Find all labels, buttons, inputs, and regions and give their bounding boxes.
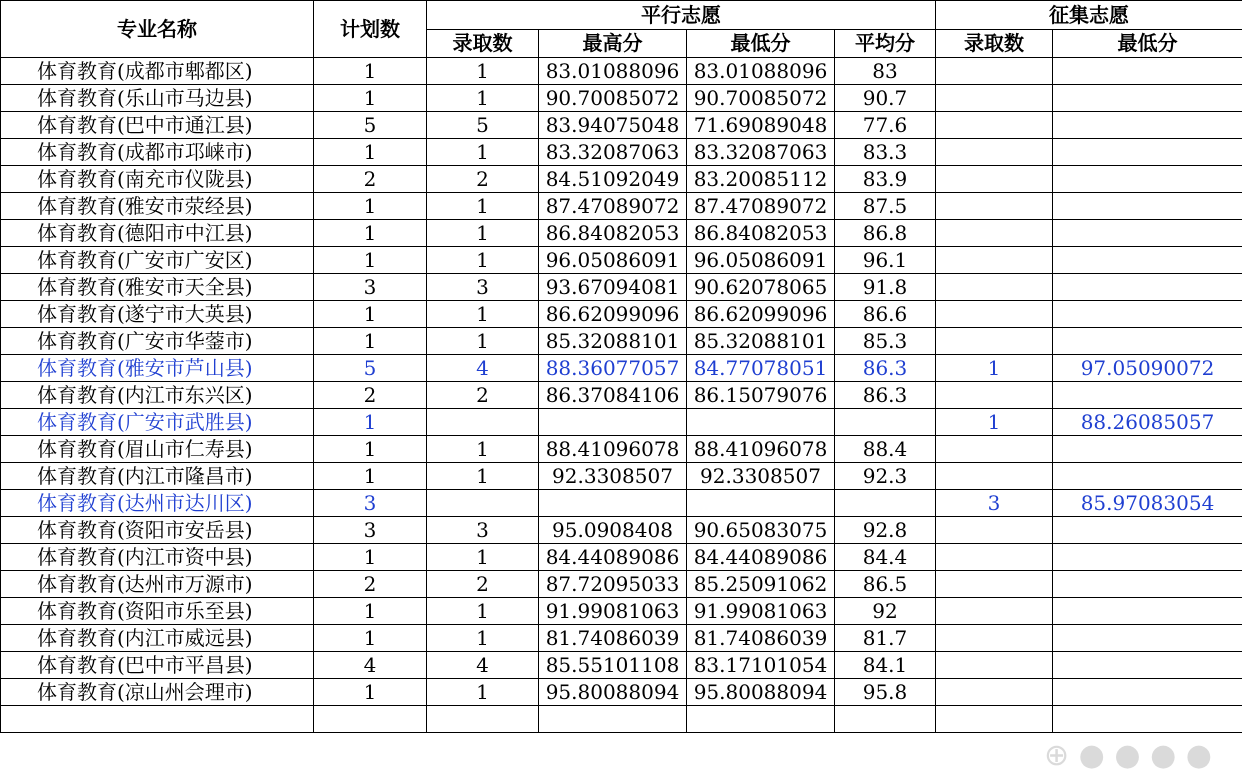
table-row — [1, 625, 1242, 652]
cell-major-name: 体育教育(雅安市荥经县) — [1, 193, 314, 220]
cell-parallel-avg: 95.8 — [835, 679, 936, 706]
cell-parallel-max: 86.37084106 — [539, 382, 687, 409]
cell-parallel-min: 85.25091062 — [687, 571, 835, 598]
cell-parallel-admit: 1 — [427, 463, 539, 490]
cell-parallel-min: 86.15079076 — [687, 382, 835, 409]
table-row — [1, 679, 1242, 706]
cell-parallel-min: 92.3308507 — [687, 463, 835, 490]
cell-parallel-min: 90.62078065 — [687, 274, 835, 301]
empty-cell — [835, 706, 936, 733]
cell-major-name: 体育教育(成都市郫都区) — [1, 58, 314, 85]
cell-parallel-min: 87.47089072 — [687, 193, 835, 220]
cell-major-name: 体育教育(内江市隆昌市) — [1, 463, 314, 490]
header-collect: 征集志愿 — [936, 1, 1242, 30]
cell-collect-admit — [936, 85, 1053, 112]
cell-parallel-min: 84.77078051 — [687, 355, 835, 382]
cell-plan: 2 — [314, 166, 427, 193]
table-body — [1, 58, 1242, 733]
cell-parallel-max: 86.84082053 — [539, 220, 687, 247]
cell-parallel-min: 83.20085112 — [687, 166, 835, 193]
cell-parallel-admit: 1 — [427, 220, 539, 247]
cell-major-name: 体育教育(内江市资中县) — [1, 544, 314, 571]
cell-collect-min — [1053, 85, 1242, 112]
cell-parallel-max — [539, 490, 687, 517]
cell-parallel-admit: 3 — [427, 517, 539, 544]
cell-parallel-min: 83.17101054 — [687, 652, 835, 679]
cell-parallel-avg — [835, 490, 936, 517]
cell-plan: 3 — [314, 274, 427, 301]
cell-collect-min — [1053, 274, 1242, 301]
table-row — [1, 193, 1242, 220]
cell-parallel-admit: 5 — [427, 112, 539, 139]
cell-collect-admit — [936, 220, 1053, 247]
table-row — [1, 85, 1242, 112]
cell-parallel-avg: 88.4 — [835, 436, 936, 463]
cell-parallel-admit: 1 — [427, 328, 539, 355]
table-row — [1, 112, 1242, 139]
table-row — [1, 436, 1242, 463]
cell-collect-admit — [936, 58, 1053, 85]
cell-major-name: 体育教育(内江市东兴区) — [1, 382, 314, 409]
empty-cell — [936, 706, 1053, 733]
cell-collect-min — [1053, 598, 1242, 625]
cell-collect-admit — [936, 598, 1053, 625]
cell-parallel-max: 87.47089072 — [539, 193, 687, 220]
cell-parallel-min: 84.44089086 — [687, 544, 835, 571]
cell-major-name: 体育教育(达州市达川区) — [1, 490, 314, 517]
cell-parallel-avg: 91.8 — [835, 274, 936, 301]
cell-major-name: 体育教育(眉山市仁寿县) — [1, 436, 314, 463]
cell-major-name: 体育教育(德阳市中江县) — [1, 220, 314, 247]
table-row — [1, 274, 1242, 301]
header-parallel-max: 最高分 — [539, 30, 687, 58]
cell-collect-admit — [936, 247, 1053, 274]
cell-collect-admit — [936, 301, 1053, 328]
cell-parallel-max: 91.99081063 — [539, 598, 687, 625]
cell-collect-min — [1053, 463, 1242, 490]
cell-collect-min — [1053, 247, 1242, 274]
cell-plan: 1 — [314, 625, 427, 652]
cell-parallel-avg: 92.8 — [835, 517, 936, 544]
cell-collect-min — [1053, 58, 1242, 85]
cell-major-name: 体育教育(南充市仪陇县) — [1, 166, 314, 193]
cell-parallel-admit: 1 — [427, 247, 539, 274]
cell-parallel-avg: 86.6 — [835, 301, 936, 328]
header-plan: 计划数 — [314, 1, 427, 58]
header-parallel-admit: 录取数 — [427, 30, 539, 58]
cell-parallel-max: 83.32087063 — [539, 139, 687, 166]
cell-parallel-min: 81.74086039 — [687, 625, 835, 652]
cell-parallel-admit: 1 — [427, 625, 539, 652]
cell-collect-min — [1053, 328, 1242, 355]
cell-collect-admit — [936, 652, 1053, 679]
cell-collect-min: 88.26085057 — [1053, 409, 1242, 436]
cell-major-name: 体育教育(雅安市芦山县) — [1, 355, 314, 382]
cell-parallel-max: 84.44089086 — [539, 544, 687, 571]
cell-major-name: 体育教育(成都市邛崃市) — [1, 139, 314, 166]
empty-cell — [1, 706, 314, 733]
cell-parallel-avg: 92.3 — [835, 463, 936, 490]
cell-plan: 1 — [314, 139, 427, 166]
cell-parallel-avg: 86.5 — [835, 571, 936, 598]
header-parallel-avg: 平均分 — [835, 30, 936, 58]
table-row — [1, 652, 1242, 679]
cell-collect-min — [1053, 301, 1242, 328]
cell-parallel-avg: 83.3 — [835, 139, 936, 166]
cell-parallel-min: 95.80088094 — [687, 679, 835, 706]
cell-major-name: 体育教育(广安市广安区) — [1, 247, 314, 274]
cell-parallel-admit: 2 — [427, 166, 539, 193]
cell-plan: 1 — [314, 328, 427, 355]
empty-cell — [1053, 706, 1242, 733]
cell-parallel-avg: 84.1 — [835, 652, 936, 679]
cell-parallel-admit: 1 — [427, 139, 539, 166]
cell-parallel-min: 85.32088101 — [687, 328, 835, 355]
table-row — [1, 166, 1242, 193]
cell-collect-admit — [936, 544, 1053, 571]
cell-plan: 1 — [314, 247, 427, 274]
cell-parallel-admit — [427, 409, 539, 436]
cell-parallel-max: 95.80088094 — [539, 679, 687, 706]
cell-parallel-admit: 1 — [427, 679, 539, 706]
cell-parallel-max: 96.05086091 — [539, 247, 687, 274]
cell-parallel-avg: 83 — [835, 58, 936, 85]
table-row — [1, 517, 1242, 544]
cell-parallel-admit: 1 — [427, 544, 539, 571]
cell-parallel-min: 96.05086091 — [687, 247, 835, 274]
cell-parallel-max: 86.62099096 — [539, 301, 687, 328]
cell-collect-admit — [936, 112, 1053, 139]
cell-plan: 1 — [314, 220, 427, 247]
table-row — [1, 598, 1242, 625]
cell-parallel-admit: 1 — [427, 58, 539, 85]
cell-parallel-min: 90.65083075 — [687, 517, 835, 544]
cell-major-name: 体育教育(资阳市安岳县) — [1, 517, 314, 544]
cell-parallel-max: 83.94075048 — [539, 112, 687, 139]
cell-parallel-min — [687, 490, 835, 517]
watermark-logo: ⊕ ● ● ● ● — [1044, 738, 1212, 773]
cell-major-name: 体育教育(内江市威远县) — [1, 625, 314, 652]
cell-parallel-admit: 1 — [427, 436, 539, 463]
cell-major-name: 体育教育(乐山市马边县) — [1, 85, 314, 112]
cell-plan: 1 — [314, 58, 427, 85]
header-parallel: 平行志愿 — [427, 1, 936, 30]
cell-collect-min: 85.97083054 — [1053, 490, 1242, 517]
cell-collect-min — [1053, 544, 1242, 571]
header-collect-admit: 录取数 — [936, 30, 1053, 58]
empty-cell — [539, 706, 687, 733]
cell-collect-min — [1053, 571, 1242, 598]
cell-parallel-avg: 83.9 — [835, 166, 936, 193]
cell-collect-min — [1053, 382, 1242, 409]
cell-parallel-max: 93.67094081 — [539, 274, 687, 301]
cell-parallel-admit: 1 — [427, 598, 539, 625]
empty-cell — [687, 706, 835, 733]
cell-collect-admit — [936, 328, 1053, 355]
cell-parallel-avg — [835, 409, 936, 436]
cell-plan: 1 — [314, 301, 427, 328]
cell-parallel-avg: 90.7 — [835, 85, 936, 112]
cell-collect-admit — [936, 679, 1053, 706]
cell-parallel-admit: 4 — [427, 652, 539, 679]
cell-parallel-min: 86.62099096 — [687, 301, 835, 328]
cell-plan: 1 — [314, 436, 427, 463]
cell-parallel-avg: 81.7 — [835, 625, 936, 652]
table-row — [1, 139, 1242, 166]
cell-major-name: 体育教育(巴中市通江县) — [1, 112, 314, 139]
cell-major-name: 体育教育(雅安市天全县) — [1, 274, 314, 301]
cell-major-name: 体育教育(资阳市乐至县) — [1, 598, 314, 625]
cell-collect-min — [1053, 193, 1242, 220]
cell-parallel-avg: 96.1 — [835, 247, 936, 274]
cell-parallel-min: 90.70085072 — [687, 85, 835, 112]
cell-parallel-avg: 86.3 — [835, 355, 936, 382]
cell-parallel-max: 92.3308507 — [539, 463, 687, 490]
cell-parallel-avg: 92 — [835, 598, 936, 625]
cell-major-name: 体育教育(巴中市平昌县) — [1, 652, 314, 679]
cell-parallel-admit — [427, 490, 539, 517]
cell-plan: 1 — [314, 463, 427, 490]
cell-parallel-min: 71.69089048 — [687, 112, 835, 139]
cell-parallel-max: 85.55101108 — [539, 652, 687, 679]
cell-collect-admit: 3 — [936, 490, 1053, 517]
empty-cell — [314, 706, 427, 733]
table-row — [1, 544, 1242, 571]
cell-collect-admit — [936, 571, 1053, 598]
cell-collect-admit — [936, 382, 1053, 409]
cell-major-name: 体育教育(广安市华蓥市) — [1, 328, 314, 355]
cell-collect-admit — [936, 274, 1053, 301]
table-row — [1, 490, 1242, 517]
cell-collect-min — [1053, 112, 1242, 139]
cell-collect-admit — [936, 139, 1053, 166]
table-row — [1, 58, 1242, 85]
cell-parallel-max: 87.72095033 — [539, 571, 687, 598]
table-row — [1, 355, 1242, 382]
table-row — [1, 571, 1242, 598]
cell-parallel-max: 84.51092049 — [539, 166, 687, 193]
cell-parallel-admit: 2 — [427, 571, 539, 598]
cell-plan: 5 — [314, 112, 427, 139]
cell-collect-min — [1053, 625, 1242, 652]
cell-plan: 1 — [314, 193, 427, 220]
cell-parallel-admit: 1 — [427, 85, 539, 112]
cell-parallel-avg: 87.5 — [835, 193, 936, 220]
cell-collect-min — [1053, 436, 1242, 463]
cell-parallel-max — [539, 409, 687, 436]
cell-parallel-min: 83.32087063 — [687, 139, 835, 166]
cell-parallel-avg: 85.3 — [835, 328, 936, 355]
cell-collect-admit — [936, 625, 1053, 652]
cell-parallel-min: 88.41096078 — [687, 436, 835, 463]
cell-collect-min — [1053, 679, 1242, 706]
cell-collect-min — [1053, 166, 1242, 193]
cell-parallel-admit: 2 — [427, 382, 539, 409]
cell-parallel-avg: 84.4 — [835, 544, 936, 571]
cell-plan: 2 — [314, 382, 427, 409]
cell-plan: 1 — [314, 544, 427, 571]
cell-collect-min: 97.05090072 — [1053, 355, 1242, 382]
cell-collect-admit — [936, 166, 1053, 193]
cell-collect-min — [1053, 517, 1242, 544]
cell-parallel-admit: 1 — [427, 193, 539, 220]
table-row — [1, 247, 1242, 274]
cell-parallel-max: 95.0908408 — [539, 517, 687, 544]
cell-parallel-avg: 86.3 — [835, 382, 936, 409]
cell-plan: 1 — [314, 409, 427, 436]
cell-plan: 1 — [314, 679, 427, 706]
cell-parallel-max: 88.36077057 — [539, 355, 687, 382]
table-row — [1, 220, 1242, 247]
cell-collect-admit: 1 — [936, 355, 1053, 382]
cell-parallel-avg: 77.6 — [835, 112, 936, 139]
cell-parallel-avg: 86.8 — [835, 220, 936, 247]
header-parallel-min: 最低分 — [687, 30, 835, 58]
cell-major-name: 体育教育(广安市武胜县) — [1, 409, 314, 436]
cell-major-name: 体育教育(凉山州会理市) — [1, 679, 314, 706]
cell-collect-admit: 1 — [936, 409, 1053, 436]
cell-collect-admit — [936, 193, 1053, 220]
cell-collect-admit — [936, 517, 1053, 544]
cell-parallel-admit: 4 — [427, 355, 539, 382]
cell-major-name: 体育教育(遂宁市大英县) — [1, 301, 314, 328]
cell-parallel-max: 81.74086039 — [539, 625, 687, 652]
header-major: 专业名称 — [1, 1, 314, 58]
cell-plan: 3 — [314, 490, 427, 517]
cell-parallel-admit: 3 — [427, 274, 539, 301]
cell-major-name: 体育教育(达州市万源市) — [1, 571, 314, 598]
table-row — [1, 409, 1242, 436]
cell-plan: 3 — [314, 517, 427, 544]
cell-collect-admit — [936, 436, 1053, 463]
cell-parallel-min: 86.84082053 — [687, 220, 835, 247]
header-collect-min: 最低分 — [1053, 30, 1242, 58]
table-row — [1, 382, 1242, 409]
cell-plan: 4 — [314, 652, 427, 679]
cell-plan: 5 — [314, 355, 427, 382]
cell-parallel-min: 91.99081063 — [687, 598, 835, 625]
table-row — [1, 463, 1242, 490]
cell-parallel-max: 85.32088101 — [539, 328, 687, 355]
cell-parallel-min — [687, 409, 835, 436]
table-row — [1, 301, 1242, 328]
cell-parallel-admit: 1 — [427, 301, 539, 328]
cell-collect-min — [1053, 139, 1242, 166]
cell-plan: 1 — [314, 85, 427, 112]
table-row — [1, 328, 1242, 355]
cell-parallel-max: 90.70085072 — [539, 85, 687, 112]
cell-parallel-min: 83.01088096 — [687, 58, 835, 85]
cell-collect-min — [1053, 652, 1242, 679]
cell-parallel-max: 88.41096078 — [539, 436, 687, 463]
cell-plan: 2 — [314, 571, 427, 598]
cell-parallel-max: 83.01088096 — [539, 58, 687, 85]
empty-cell — [427, 706, 539, 733]
cell-collect-min — [1053, 220, 1242, 247]
table-row-cutoff — [1, 706, 1242, 733]
cell-plan: 1 — [314, 598, 427, 625]
cell-collect-admit — [936, 463, 1053, 490]
